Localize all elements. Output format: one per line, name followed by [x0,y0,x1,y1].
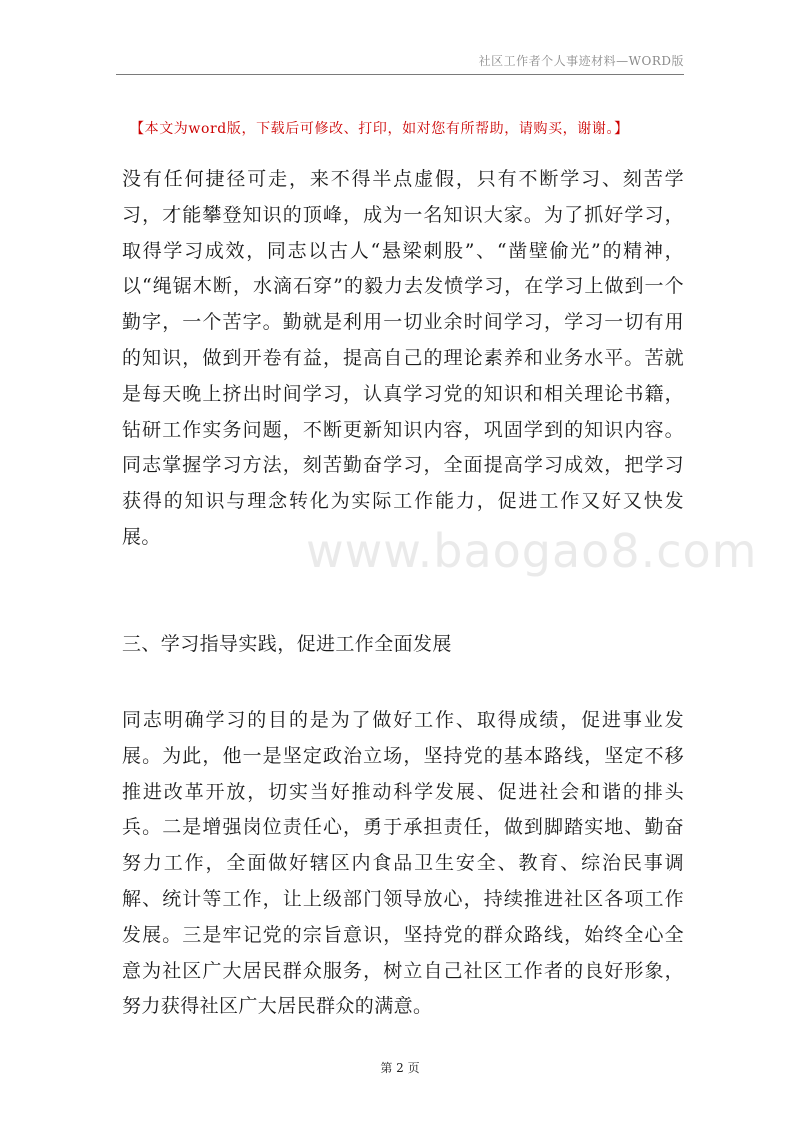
body-paragraph-1: 没有任何捷径可走，来不得半点虚假，只有不断学习、刻苦学习，才能攀登知识的顶峰，成为一名知识大家。为了抓好学习，取得学习成效，同志以古人“悬梁刺股”、“凿壁偷光”的精神，以“绳锯木断，水滴石穿”的毅力去发愤学习，在学习上做到一个勤字，一个苦字。勤就是利用一切业余时间学习，学习一切有用的知识，做到开卷有益，提高自己的理论素养和业务水平。苦就是每天晚上挤出时间学习，认真学习党的知识和相关理论书籍，钻研工作实务问题，不断更新知识内容，巩固学到的知识内容。同志掌握学习方法，刻苦勤奋学习，全面提高学习成效，把学习获得的知识与理念转化为实际工作能力，促进工作又好又快发展。 [122,168,684,548]
page-number: 第 2 页 [380,1061,420,1075]
header-title: 社区工作者个人事迹材料—WORD版 [478,54,684,68]
section-heading: 三、学习指导实践，促进工作全面发展 [122,633,452,655]
watermark: www.baogao8.com [306,524,758,578]
body-paragraph-2: 同志明确学习的目的是为了做好工作、取得成绩，促进事业发展。为此，他一是坚定政治立场，坚持党的基本路线，坚定不移推进改革开放，切实当好推动科学发展、促进社会和谐的排头兵。二是增强岗位责任心，勇于承担责任，做到脚踏实地、勤奋努力工作，全面做好辖区内食品卫生安全、教育、综治民事调解、统计等工作，让上级部门领导放心，持续推进社区各项工作发展。三是牢记党的宗旨意识，坚持党的群众路线，始终全心全意为社区广大居民群众服务，树立自己社区工作者的良好形象，努力获得社区广大居民群众的满意。 [122,709,684,1018]
purchase-notice: 【本文为word版，下载后可修改、打印，如对您有所帮助，请购买，谢谢。】 [130,121,629,137]
header-divider [116,74,684,75]
